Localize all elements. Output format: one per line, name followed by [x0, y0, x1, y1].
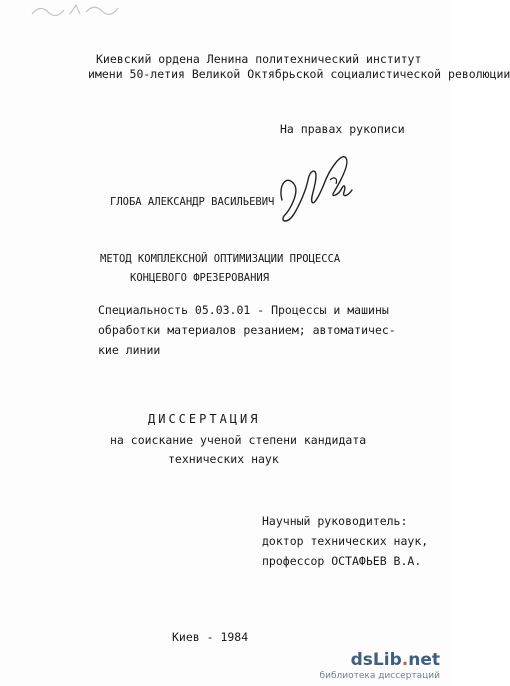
logo-main-text: dsLib [350, 650, 402, 670]
supervisor-name: профессор ОСТАФЬЕВ В.А. [262, 554, 422, 568]
dslib-subtitle: библиотека диссертаций [319, 671, 440, 681]
logo-dot: . [401, 650, 409, 670]
rights-note: На правах рукописи [280, 122, 405, 136]
degree-purpose-line2: технических наук [168, 452, 279, 466]
thesis-title-line1: МЕТОД КОМПЛЕКСНОЙ ОПТИМИЗАЦИИ ПРОЦЕССА [100, 253, 341, 265]
thesis-title-line2: КОНЦЕВОГО ФРЕЗЕРОВАНИЯ [130, 272, 270, 284]
faded-handwritten-mark [30, 2, 120, 18]
specialty-line3: кие линии [98, 343, 161, 357]
degree-purpose-line1: на соискание ученой степени кандидата [110, 433, 367, 447]
logo-tld: net [408, 650, 440, 670]
specialty-line1: Специальность 05.03.01 - Процессы и машины [98, 303, 389, 317]
institute-name-line2: имени 50-летия Великой Октябрьской социалистической революции [88, 67, 510, 81]
author-signature [272, 150, 362, 230]
dslib-logo [351, 650, 440, 670]
place-and-year: Киев - 1984 [172, 630, 249, 644]
supervisor-degree: доктор технических наук, [262, 534, 429, 548]
dslib-watermark [319, 650, 444, 684]
institute-name-line1: Киевский ордена Ленина политехнический институт [96, 52, 422, 66]
author-name: ГЛОБА АЛЕКСАНДР ВАСИЛЬЕВИЧ [110, 196, 275, 208]
specialty-line2: обработки материалов резанием; автоматичес- [98, 323, 396, 337]
supervisor-label: Научный руководитель: [262, 514, 408, 528]
dissertation-heading: ДИССЕРТАЦИЯ [148, 412, 261, 426]
